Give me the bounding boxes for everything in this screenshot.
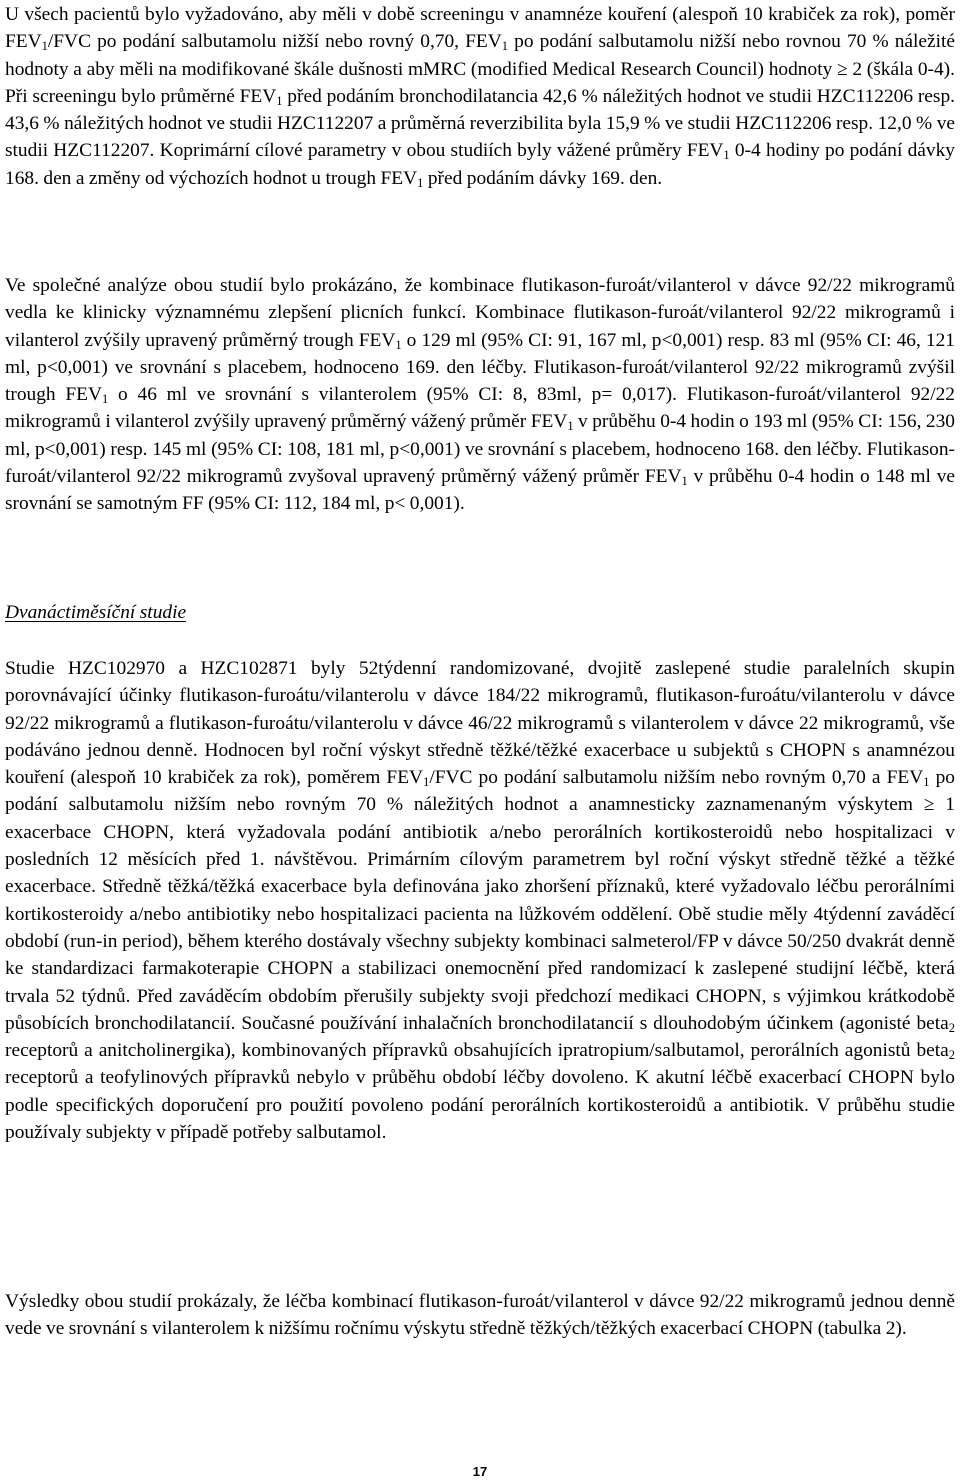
paragraph-pooled-analysis: Ve společné analýze obou studií bylo prokázáno, že kombinace flutikason-furoát/vilanterol v dávce 92/22 mikrogramů vedla ke klinicky významnému zlepšení plicních funkcí. Kombinace flutikason-furoát/vilanterol 92/22 mikrogramů i vilanterol zvýšily upravený průměrný trough $FEV_1$ o 129 ml (95% CI: 91, 167 ml, p<0,001) resp. 83 ml (95% CI: 46, 121 ml, p<0,001) ve srovnání s placebem, hodnoceno 169. den léčby. Flutikason-furoát/vilanterol 92/22 mikrogramů zvýšil trough $FEV_1$ o 46 ml ve srovnání s vilanterolem (95% CI: 8, 83ml, p= 0,017). Flutikason-furoát/vilanterol 92/22 mikrogramů i vilanterol zvýšily upravený průměrný vážený průměr $FEV_1$ v průběhu 0-4 hodin o 193 ml (95% CI: 156, 230 ml, p<0,001) resp. 145 ml (95% CI: 108, 181 ml, p<0,001) ve srovnání s placebem, hodnoceno 168. den léčby. Flutikason-furoát/vilanterol 92/22 mikrogramů zvyšoval upravený průměrný vážený průměr $FEV_1$ v průběhu 0-4 hodin o 148 ml ve srovnání se samotným FF (95% CI: 112, 184 ml, p< 0,001).	[5, 275, 956, 515]
paragraph-twelve-month-studies: Studie HZC102970 a HZC102871 byly 52týdenní randomizované, dvojitě zaslepené studie paralelních skupin porovnávající účinky flutikason-furoátu/vilanterolu v dávce 184/22 mikrogramů, flutikason-furoátu/vilanterolu v dávce 92/22 mikrogramů a flutikason-furoátu/vilanterolu v dávce 46/22 mikrogramů s vilanterolem v dávce 22 mikrogramů, vše podáváno jednou denně. Hodnocen byl roční výskyt středně těžké/těžké exacerbace u subjektů s CHOPN s anamnézou kouření (alespoň 10 krabiček za rok), poměrem $FEV_1$/FVC po podání salbutamolu nižším nebo rovným 0,70 a $FEV_1$ po podání salbutamolu nižším nebo rovným 70 % náležitých hodnot a anamnesticky zaznamenaným výskytem ≥ 1 exacerbace CHOPN, která vyžadovala podání antibiotik a/nebo perorálních kortikosteroidů nebo hospitalizaci v posledních 12 měsících před 1. návštěvou. Primárním cílovým parametrem byl roční výskyt středně těžké a těžké exacerbace. Středně těžká/těžká exacerbace byla definována jako zhoršení příznaků, které vyžadovalo léčbu perorálními kortikosteroidy a/nebo antibiotiky nebo hospitalizaci pacienta na lůžkovém oddělení. Obě studie měly 4týdenní zaváděcí období (run-in period), během kterého dostávaly všechny subjekty kombinaci salmeterol/FP v dávce 50/250 dvakrát denně ke standardizaci farmakoterapie CHOPN a stabilizaci onemocnění před randomizací k zaslepené studijní léčbě, která trvala 52 týdnů. Před zaváděcím obdobím přerušily subjekty svoji předchozí medikaci CHOPN, s výjimkou krátkodobě působících bronchodilatancií. Současné používání inhalačních bronchodilatancií s dlouhodobým účinkem (agonisté beta$_2$ receptorů a anitcholinergika), kombinovaných přípravků obsahujících ipratropium/salbutamol, perorálních agonistů beta$_2$ receptorů a teofylinových přípravků nebylo v průběhu období léčby dovoleno. K akutní léčbě exacerbací CHOPN bylo podle specifických doporučení pro použití povoleno podání perorálních kortikosteroidů a antibiotik. V průběhu studie používaly subjekty v případě potřeby salbutamol.	[5, 658, 956, 1144]
section-heading: Dvanáctiměsíční studie	[5, 602, 187, 623]
paragraph-results: Výsledky obou studií prokázaly, že léčba kombinací flutikason-furoát/vilanterol v dávce 92/22 mikrogramů jednou denně vede ve srovnání s vilanterolem k nižšímu ročnímu výskytu středně těžkých/těžkých exacerbací CHOPN (tabulka 2).	[5, 1291, 955, 1340]
page-number: 17	[472, 1464, 488, 1479]
paragraph-screening-criteria: U všech pacientů bylo vyžadováno, aby měli v době screeningu v anamnéze kouření (alespoň 10 krabiček za rok), poměr $FEV_1$/FVC po podání salbutamolu nižší nebo rovný 0,70, $FEV_1$ po podání salbutamolu nižší nebo rovnou 70 % náležité hodnoty a aby měli na modifikované škále dušnosti mMRC (modified Medical Research Council) hodnoty ≥ 2 (škála 0-4). Při screeningu bylo průměrné $FEV_1$ před podáním bronchodilatancia 42,6 % náležitých hodnot ve studii HZC112206 resp. 43,6 % náležitých hodnot ve studii HZC112207 a průměrná reverzibilita byla 15,9 % ve studii HZC112206 resp. 12,0 % ve studii HZC112207. Koprimární cílové parametry v obou studiích byly vážené průměry $FEV_1$ 0-4 hodiny po podání dávky 168. den a změny od výchozích hodnot u trough $FEV_1$ před podáním dávky 169. den.	[5, 4, 955, 190]
